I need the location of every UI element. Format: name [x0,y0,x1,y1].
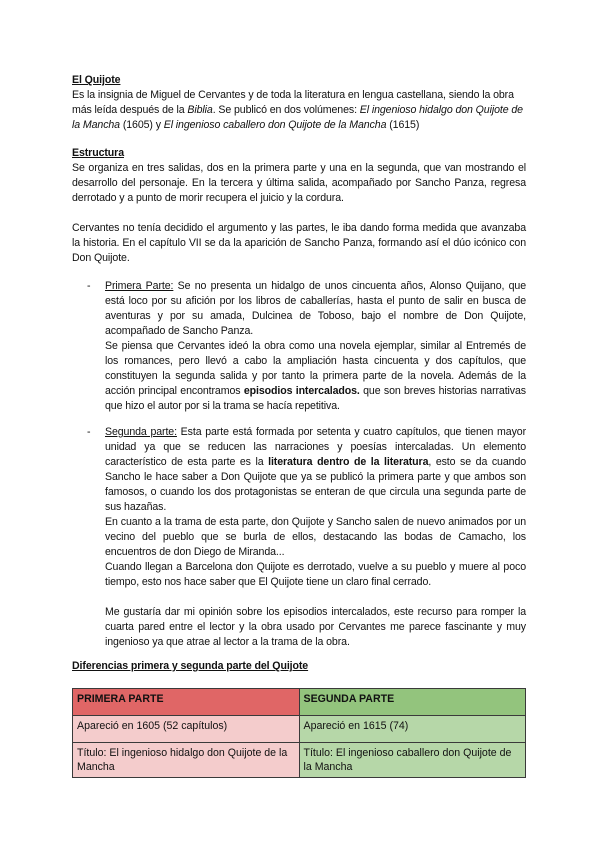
estructura-section [72,146,526,266]
table-cell: Título: El ingenioso hidalgo don Quijote de la Mancha [73,743,300,778]
segunda-parte-body [105,425,526,650]
table-header-row [73,689,526,716]
intro-text-1: Es la insignia de Miguel de Cervantes y de toda la literatura en lengua castellana, siendo la obra más leída después de la [72,89,514,116]
segunda-parte-text-3: En cuanto a la trama de esta parte, don Quijote y Sancho salen de nuevo animados por un vecino del pueblo que se burla de ellos, destacando las bodas de Camacho, los encuentros de don Diego de Miranda... [105,516,526,558]
table-row [73,716,526,743]
estructura-paragraph-1: Se organiza en tres salidas, dos en la primera parte y una en la segunda, que van mostrando el desarrollo del personaje. En la tercera y última salida, acompañado por Sancho Panza, regresa derrotado y a punto de morir recupera el juicio y la cordura. [72,162,526,204]
list-dash: - [87,280,91,292]
estructura-heading: Estructura [72,147,124,159]
list-dash: - [87,426,91,438]
intro-text-3: (1605) y [119,119,164,131]
primera-parte-text-3: que son breves historias narrativas que hizo el autor por si la trama se hacía repetitiva. [105,385,526,412]
segunda-parte-text-1: Esta parte está formada por setenta y cuatro capítulos, que tienen mayor unidad ya que se reducen las narraciones y poesías intercaladas. Un elemento característico de esta parte es la [105,426,526,468]
primera-parte-text-1: Se no presenta un hidalgo de unos cincuenta años, Alonso Quijano, que está loco por su afición por los libros de caballerías, hasta el punto de salir en busca de aventuras y por su amada, Dulcinea de Toboso, bajo el nombre de Don Quijote, acompañado de Sancho Panza. [105,280,527,337]
segunda-parte-text-4: Cuando llegan a Barcelona don Quijote es derrotado, vuelve a su pueblo y muere al poco tiempo, esto nos hace saber que El Quijote tiene un claro final cerrado. [105,561,526,588]
intro-paragraph [72,88,526,133]
primera-parte-text-2: Se piensa que Cervantes ideó la obra como una novela ejemplar, similar al Entremés de los romances, pero llevó a cabo la ampliación hasta cincuenta y dos capítulos, que constituyen la segunda salida y por tanto la primera parte de la novela. Además de la acción principal encontramos [105,340,526,397]
list-item-segunda-parte [87,425,526,650]
estructura-paragraph-2: Cervantes no tenía decidido el argumento y las partes, le iba dando forma medida que avanzaba la historia. En el capítulo VII se da la aparición de Sancho Panza, formando así el dúo icónico con Don Quijote. [72,222,526,264]
primera-parte-label: Primera Parte: [105,280,174,292]
intro-section [72,73,526,133]
literatura-dentro-bold: literatura dentro de la literatura [268,456,429,468]
intro-text-2: . Se publicó en dos volúmenes: [212,104,360,116]
page-title: El Quijote [72,74,121,86]
segunda-parte-text-2: , esto se da cuando Sancho le hace saber a Don Quijote que ya se publicó la primera parte y que ambos son famosos, o cuando los dos protagonistas se enteran de que circula una segunda parte de sus hazañas. [105,456,526,513]
intro-volume-1: El ingenioso hidalgo don Quijote de la Mancha [72,104,523,131]
diferencias-section [72,659,526,674]
primera-parte-body [105,279,526,414]
list-item-primera-parte [87,279,527,414]
table-row [73,743,526,778]
table-cell: Apareció en 1605 (52 capítulos) [73,716,300,743]
header-primera-parte: PRIMERA PARTE [73,689,300,716]
diferencias-heading: Diferencias primera y segunda parte del Quijote [72,660,309,672]
intro-volume-2: El ingenioso caballero don Quijote de la Mancha [163,119,387,131]
table-cell: Apareció en 1615 (74) [299,716,526,743]
comparison-table [72,688,526,778]
header-segunda-parte: SEGUNDA PARTE [299,689,526,716]
opinion-paragraph: Me gustaría dar mi opinión sobre los episodios intercalados, este recurso para romper la cuarta pared entre el lector y la obra usado por Cervantes me parece fascinante y muy ingenioso ya que atrae al lector a la trama de la obra. [105,606,526,648]
intro-biblia: Biblia [187,104,213,116]
intro-text-4: (1615) [386,119,420,131]
segunda-parte-label: Segunda parte: [105,426,177,438]
episodios-intercalados-bold: episodios intercalados. [243,385,360,397]
table-cell: Título: El ingenioso caballero don Quijote de la Mancha [299,743,526,778]
